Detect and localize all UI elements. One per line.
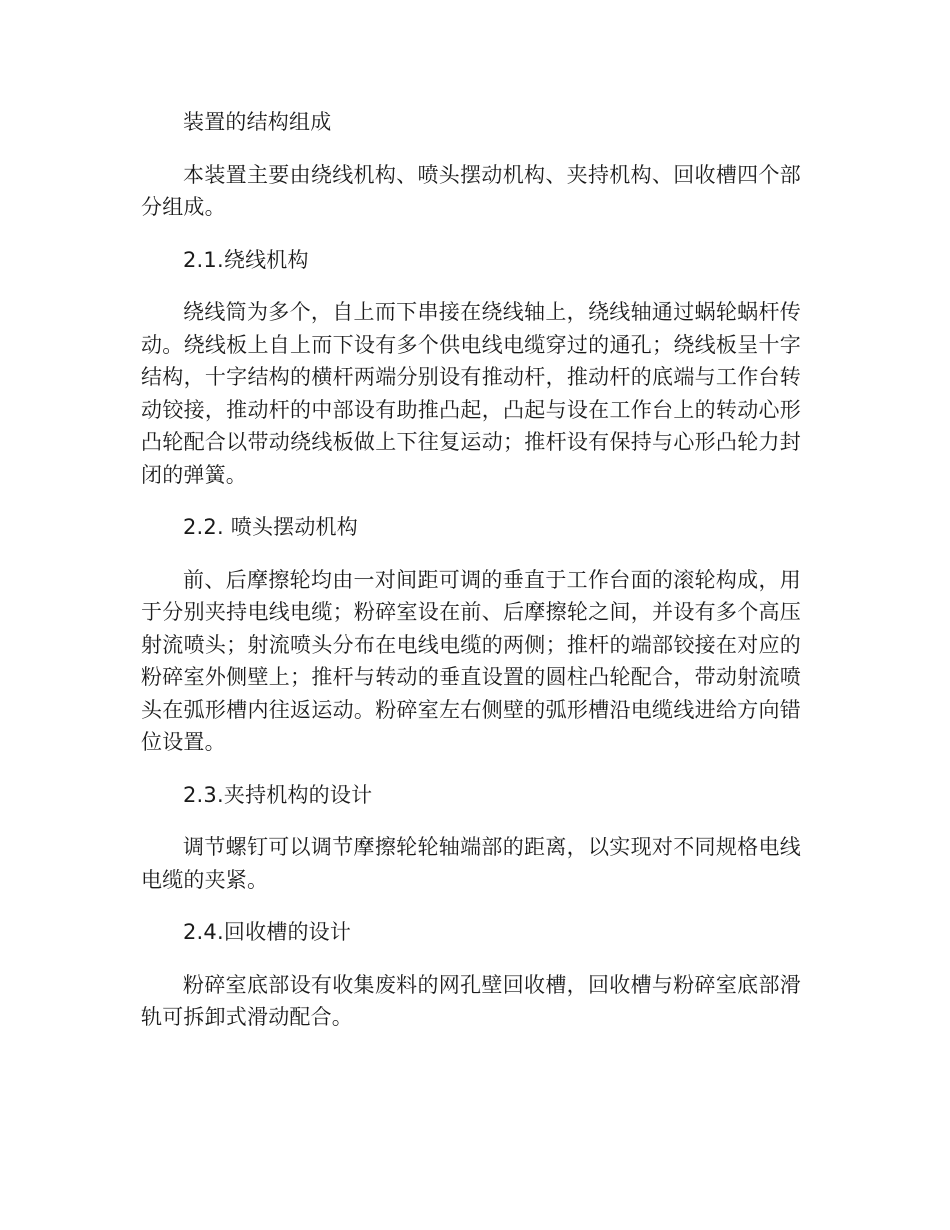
section-body-clamping: 调节螺钉可以调节摩擦轮轮轴端部的距离，以实现对不同规格电线电缆的夹紧。 [141,835,801,892]
section-heading-recovery: 2.4.回收槽的设计 [183,920,352,944]
section-body-winding: 绕线筒为多个，自上而下串接在绕线轴上，绕线轴通过蜗轮蜗杆传动。绕线板上自上而下设有多个供电线电缆穿过的通孔；绕线板呈十字结构，十字结构的横杆两端分别设有推动杆，推动杆的底端与工作台转动铰接，推动杆的中部设有助推凸起，凸起与设在工作台上的转动心形凸轮配合以带动绕线板做上下往复运动；推杆设有保持与心形凸轮力封闭的弹簧。 [141,300,801,487]
document-page [141,106,801,1054]
section-heading-clamping: 2.3.夹持机构的设计 [183,782,373,807]
section-heading-winding: 2.1.绕线机构 [183,247,309,272]
section-heading-nozzle: 2.2. 喷头摆动机构 [183,515,358,539]
document-title: 装置的结构组成 [183,110,332,134]
intro-paragraph: 本装置主要由绕线机构、喷头摆动机构、夹持机构、回收槽四个部分组成。 [141,162,801,219]
section-body-recovery: 粉碎室底部设有收集废料的网孔壁回收槽，回收槽与粉碎室底部滑轨可拆卸式滑动配合。 [141,972,801,1029]
section-body-nozzle: 前、后摩擦轮均由一对间距可调的垂直于工作台面的滚轮构成，用于分别夹持电线电缆；粉碎室设在前、后摩擦轮之间，并设有多个高压射流喷头；射流喷头分布在电线电缆的两侧；推杆的端部铰接在对应的粉碎室外侧壁上；推杆与转动的垂直设置的圆柱凸轮配合，带动射流喷头在弧形槽内往返运动。粉碎室左右侧壁的弧形槽沿电缆线进给方向错位设置。 [141,567,801,754]
